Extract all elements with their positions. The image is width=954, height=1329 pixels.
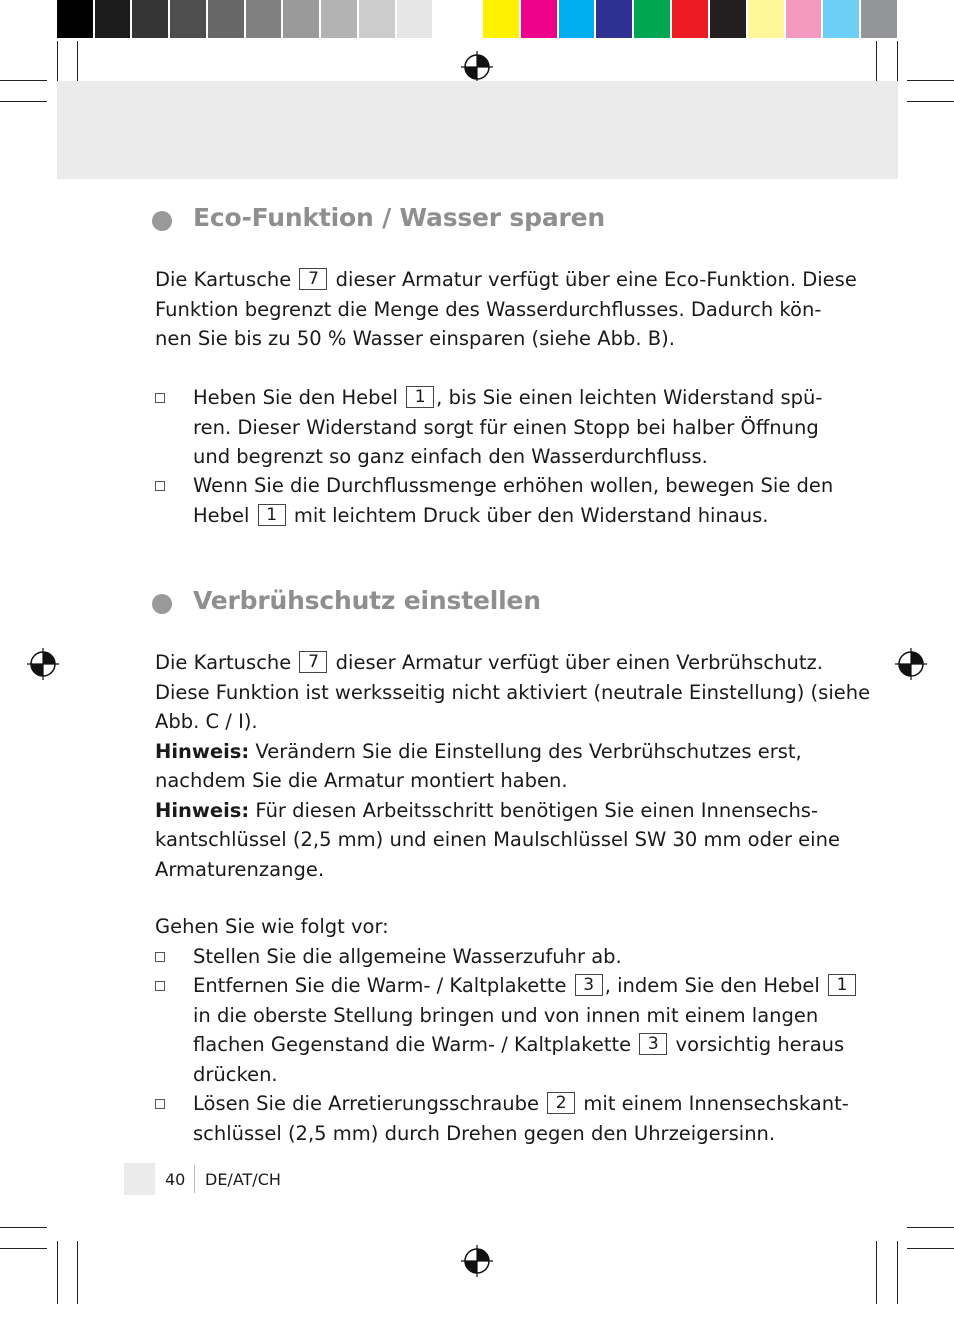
color-swatch xyxy=(434,0,470,38)
eco-intro-paragraph xyxy=(155,265,857,354)
crop-mark xyxy=(57,1241,58,1304)
footer-divider xyxy=(194,1165,195,1193)
part-reference-number: 3 xyxy=(639,1033,667,1055)
color-swatch xyxy=(208,0,244,38)
crop-mark xyxy=(0,101,47,102)
text-run: Wenn Sie die Durchflussmenge erhöhen wollen, bewegen Sie den xyxy=(193,474,834,497)
text-line xyxy=(193,383,823,413)
list-item-text xyxy=(193,471,834,530)
text-line xyxy=(193,442,805,472)
crop-mark xyxy=(907,80,954,81)
text-line xyxy=(193,471,834,501)
text-run: kantschlüssel (2,5 mm) und einen Maulschlüssel SW 30 mm oder eine xyxy=(155,828,840,851)
crop-mark xyxy=(0,80,47,81)
color-swatch xyxy=(283,0,319,38)
text-line xyxy=(193,1089,849,1119)
text-line xyxy=(155,648,823,678)
part-reference-number: 3 xyxy=(575,974,603,996)
text-run: Stellen Sie die allgemeine Wasserzufuhr ab. xyxy=(193,945,622,968)
part-reference-number: 1 xyxy=(828,974,856,996)
color-swatch xyxy=(710,0,746,38)
section-heading-text: Eco-Funktion / Wasser sparen xyxy=(193,203,605,232)
text-line xyxy=(193,501,805,531)
text-run: Heben Sie den Hebel xyxy=(193,386,405,409)
text-run: in die oberste Stellung bringen und von innen mit einem langen xyxy=(193,1003,819,1027)
note-label: Hinweis: xyxy=(155,739,250,763)
part-reference-number: 1 xyxy=(406,386,434,408)
text-run: Lösen Sie die Arretierungsschraube xyxy=(193,1092,546,1115)
text-line xyxy=(155,766,805,796)
text-run: vorsichtig heraus xyxy=(669,1033,845,1056)
text-run: mit leichtem Druck über den Widerstand hinaus. xyxy=(287,503,769,527)
text-line xyxy=(155,324,805,354)
text-line xyxy=(193,1001,819,1031)
color-swatch xyxy=(397,0,433,38)
part-reference-number: 7 xyxy=(299,268,327,290)
text-line xyxy=(155,855,805,885)
text-run: Abb. C / I). xyxy=(155,710,258,733)
text-run: Funktion begrenzt die Menge des Wasserdurchflusses. Dadurch kön- xyxy=(155,297,822,321)
text-run: Die Kartusche xyxy=(155,268,298,291)
color-swatch xyxy=(861,0,897,38)
color-swatch xyxy=(748,0,784,38)
list-item-text xyxy=(193,383,823,472)
list-item-text xyxy=(193,1089,849,1148)
text-line xyxy=(155,265,857,295)
text-line xyxy=(193,1119,805,1149)
color-swatch xyxy=(95,0,131,38)
text-run: schlüssel (2,5 mm) durch Drehen gegen den Uhrzeigersinn. xyxy=(193,1121,776,1145)
text-run: und begrenzt so ganz einfach den Wasserdurchfluss. xyxy=(193,445,708,468)
crop-mark xyxy=(0,1227,47,1228)
text-run: mit einem Innensechskant- xyxy=(577,1092,849,1115)
text-run: Diese Funktion ist werksseitig nicht aktiviert (neutrale Einstellung) (siehe xyxy=(155,680,871,704)
text-run: dieser Armatur verfügt über einen Verbrühschutz. xyxy=(329,651,823,674)
text-line xyxy=(155,678,871,708)
checkbox-square-icon xyxy=(155,981,165,991)
color-swatch xyxy=(132,0,168,38)
list-item-text xyxy=(193,971,848,1089)
text-run: Armaturenzange. xyxy=(155,857,325,881)
note-label: Hinweis: xyxy=(155,798,250,822)
color-swatch xyxy=(521,0,557,38)
crop-mark xyxy=(77,1241,78,1304)
crop-mark xyxy=(897,1241,898,1304)
color-swatch xyxy=(246,0,282,38)
color-swatch xyxy=(823,0,859,38)
text-run: Für diesen Arbeitsschritt benötigen Sie einen Innensechs- xyxy=(249,798,819,822)
registration-mark-icon xyxy=(461,1245,493,1277)
text-run: , indem Sie den Hebel xyxy=(604,974,827,997)
registration-mark-icon xyxy=(461,51,493,83)
color-swatch xyxy=(786,0,822,38)
text-run: Die Kartusche xyxy=(155,651,298,674)
registration-mark-icon xyxy=(27,648,59,680)
text-line xyxy=(193,413,819,443)
text-run: nen Sie bis zu 50 % Wasser einsparen (siehe Abb. B). xyxy=(155,327,675,350)
list-item-text xyxy=(193,942,805,972)
color-swatch xyxy=(483,0,519,38)
color-swatch xyxy=(359,0,395,38)
color-swatch xyxy=(170,0,206,38)
text-line xyxy=(155,707,805,737)
color-swatch xyxy=(559,0,595,38)
color-swatch xyxy=(672,0,708,38)
text-run: dieser Armatur verfügt über eine Eco-Funktion. Diese xyxy=(329,268,857,291)
checkbox-square-icon xyxy=(155,1099,165,1109)
part-reference-number: 1 xyxy=(258,504,286,526)
bullet-dot-icon xyxy=(152,594,172,614)
color-swatch xyxy=(634,0,670,38)
color-swatch xyxy=(596,0,632,38)
color-bar-grayscale xyxy=(57,0,470,38)
footer-tab xyxy=(124,1163,155,1195)
footer-locale: DE/AT/CH xyxy=(205,1170,281,1189)
bullet-dot-icon xyxy=(152,211,172,231)
text-run: Hebel xyxy=(193,503,256,527)
page-number: 40 xyxy=(165,1170,186,1189)
color-swatch xyxy=(321,0,357,38)
registration-mark-icon xyxy=(895,648,927,680)
crop-mark xyxy=(876,1241,877,1304)
checkbox-square-icon xyxy=(155,481,165,491)
crop-mark xyxy=(907,1227,954,1228)
text-line xyxy=(193,1030,845,1060)
text-line xyxy=(193,971,848,1001)
crop-mark xyxy=(907,1248,954,1249)
text-run: flachen Gegenstand die Warm- / Kaltplakette xyxy=(193,1033,638,1056)
crop-mark xyxy=(0,1248,47,1249)
header-band xyxy=(57,81,898,179)
text-run: ren. Dieser Widerstand sorgt für einen Stopp bei halber Öffnung xyxy=(193,415,819,439)
text-run: Entfernen Sie die Warm- / Kaltplakette xyxy=(193,974,573,997)
section-heading-text: Verbrühschutz einstellen xyxy=(193,586,541,615)
text-line xyxy=(155,295,822,325)
part-reference-number: 7 xyxy=(299,651,327,673)
color-bar-colors xyxy=(483,0,897,38)
text-run: drücken. xyxy=(193,1062,278,1086)
scald-intro-paragraph xyxy=(155,648,871,884)
crop-mark xyxy=(907,101,954,102)
part-reference-number: 2 xyxy=(547,1092,575,1114)
color-swatch xyxy=(57,0,93,38)
text-line xyxy=(155,796,819,826)
text-line xyxy=(193,1060,805,1090)
text-run: Verändern Sie die Einstellung des Verbrühschutzes erst, xyxy=(249,739,802,763)
text-run: nachdem Sie die Armatur montiert haben. xyxy=(155,769,568,792)
checkbox-square-icon xyxy=(155,952,165,962)
text-line xyxy=(155,737,805,767)
text-run: , bis Sie einen leichten Widerstand spü- xyxy=(436,386,823,409)
text-line xyxy=(155,825,840,855)
checkbox-square-icon xyxy=(155,393,165,403)
text-line xyxy=(193,942,805,972)
steps-intro: Gehen Sie wie folgt vor: xyxy=(155,915,389,938)
